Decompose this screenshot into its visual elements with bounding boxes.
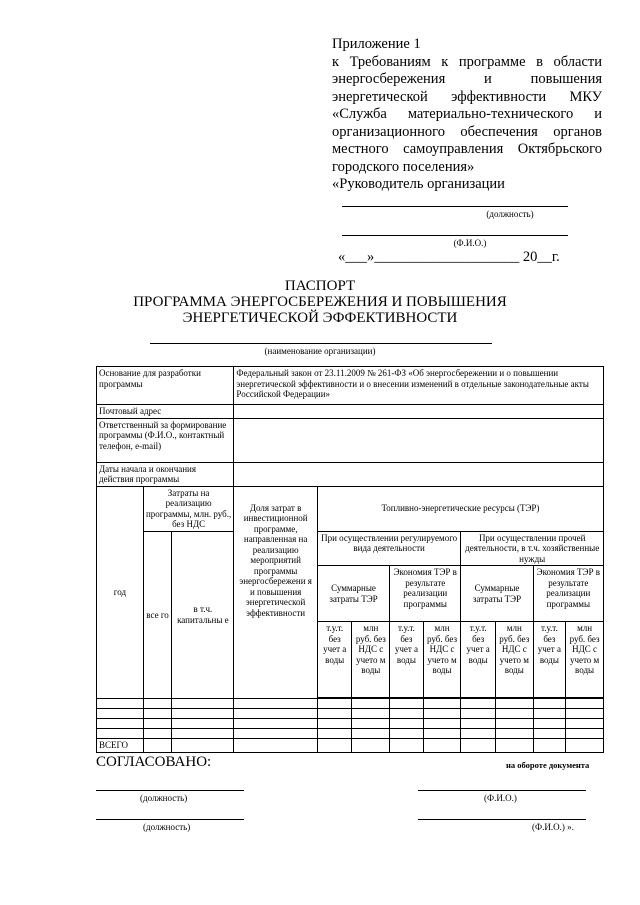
table-row <box>97 719 604 729</box>
appendix-line: «Руководитель организации <box>332 176 505 192</box>
appendix-line: энергосбережения и повышения <box>332 71 602 87</box>
unit-tut: т.у.т. без учет а воды <box>533 622 566 698</box>
basis-label: Основание для разработки программы <box>97 367 234 405</box>
position-signature-line <box>342 206 568 207</box>
saving-ter-header: Экономия ТЭР в результате реализации программы <box>390 566 461 622</box>
appendix-line: энергетической эффективности МКУ <box>332 88 602 105</box>
saving-ter-header: Экономия ТЭР в результате реализации программы <box>533 566 603 622</box>
unit-rub: млн руб. без НДС с учето м воды <box>423 622 461 698</box>
regulated-header: При осуществлении регулируемого вида деятельности <box>317 531 460 566</box>
agreed-name-line-2 <box>418 819 586 820</box>
sum-ter-header: Суммарные затраты ТЭР <box>317 566 389 622</box>
dates-value <box>234 462 604 486</box>
name-signature-line <box>342 235 568 236</box>
postal-value <box>234 405 604 419</box>
unit-rub: млн руб. без НДС с учето м воды <box>566 622 604 698</box>
appendix-line: организационного обеспечения органов <box>332 123 602 140</box>
organization-line <box>150 343 492 344</box>
fer-header: Топливно-энергетические ресурсы (ТЭР) <box>317 486 603 531</box>
capital-column-header: в т.ч. капитальны е <box>172 531 234 699</box>
table-row <box>97 699 604 709</box>
agreed-heading: СОГЛАСОВАНО: <box>96 754 212 770</box>
agreed-name-caption-1: (Ф.И.О.) <box>484 793 517 803</box>
unit-rub: млн руб. без НДС с учето м воды <box>352 622 390 698</box>
organization-caption: (наименование организации) <box>264 346 376 356</box>
table-row <box>97 729 604 739</box>
agreed-position-caption-1: (должность) <box>140 793 188 803</box>
unit-tut: т.у.т. без учет а воды <box>317 622 352 698</box>
reverse-note: на обороте документа <box>506 760 590 770</box>
table-row <box>97 709 604 719</box>
postal-label: Почтовый адрес <box>97 405 234 419</box>
document-title <box>100 278 540 326</box>
agreed-position-caption-2: (должность) <box>143 822 191 832</box>
unit-rub: млн руб. без НДС с учето м воды <box>495 622 533 698</box>
appendix-block <box>332 36 602 194</box>
basis-value: Федеральный закон от 23.11.2009 № 261-ФЗ «Об энергосбережении и о повышении энергетической эффективности и о внесении изменений в отдельные законодательные акты Российской Федерации» <box>234 367 604 405</box>
responsible-label: Ответственный за формирование программы (Ф.И.О., контактный телефон, e-mail) <box>97 418 234 462</box>
passport-table <box>96 366 604 753</box>
name-caption: (Ф.И.О.) <box>453 238 487 248</box>
total-column-header: все го <box>143 531 172 699</box>
total-row <box>97 739 604 753</box>
share-header: Доля затрат в инвестиционной программе, направленная на реализацию мероприятий программы энергосбережени я и повышения энергетической эффективности <box>234 486 317 699</box>
appendix-line: городского поселения» <box>332 158 475 175</box>
sum-ter-header: Суммарные затраты ТЭР <box>461 566 533 622</box>
costs-header: Затраты на реализацию программы, млн. руб., без НДС <box>143 486 234 531</box>
appendix-line: «Служба материально-технического и <box>332 106 602 122</box>
year-header: год <box>97 486 144 699</box>
responsible-value <box>234 418 604 462</box>
agreed-position-line-2 <box>96 819 244 820</box>
appendix-line: Приложение 1 <box>332 36 421 52</box>
agreed-name-caption-2: (Ф.И.О.) ». <box>532 822 574 832</box>
title-line: ПАСПОРТ <box>284 278 356 294</box>
date-line: «___»____________________ 20__г. <box>338 249 560 265</box>
title-line: ПРОГРАММА ЭНЕРГОСБЕРЕЖЕНИЯ И ПОВЫШЕНИЯ <box>133 294 507 310</box>
appendix-line: местного самоуправления Октябрьского <box>332 141 602 157</box>
unit-tut: т.у.т. без учет а воды <box>390 622 424 698</box>
total-row-label: ВСЕГО <box>97 739 144 753</box>
other-header: При осуществлении прочей деятельности, в т.ч. хозяйственные нужды <box>461 531 604 566</box>
agreed-position-line-1 <box>96 790 244 791</box>
agreed-name-line-1 <box>418 790 586 791</box>
unit-tut: т.у.т. без учет а воды <box>461 622 496 698</box>
dates-label: Даты начала и окончания действия программы <box>97 462 234 486</box>
appendix-line: к Требованиям к программе в области <box>332 53 602 70</box>
position-caption: (должность) <box>486 209 534 219</box>
title-line: ЭНЕРГЕТИЧЕСКОЙ ЭФФЕКТИВНОСТИ <box>182 310 458 326</box>
